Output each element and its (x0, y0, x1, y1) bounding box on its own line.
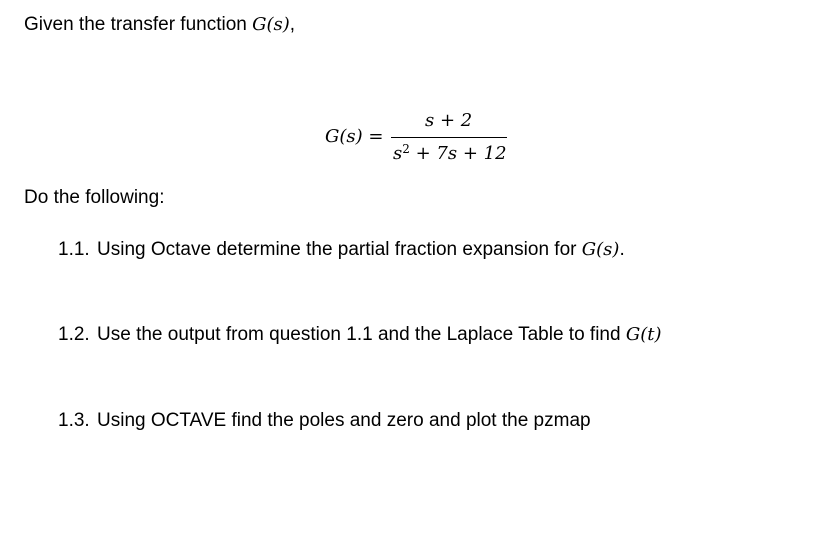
question-suffix: . (619, 239, 625, 260)
denominator-base: s (393, 143, 403, 164)
instructions-heading: Do the following: (24, 187, 165, 208)
intro-sentence (24, 15, 295, 34)
transfer-function-symbol: G(s) (252, 14, 290, 35)
question-text: Use the output from question 1.1 and the Laplace Table to find (97, 324, 626, 345)
question-1-2 (58, 325, 662, 344)
intro-text: Given the transfer function (24, 14, 253, 35)
question-text: Using Octave determine the partial fraction expansion for (97, 239, 582, 260)
question-symbol: G(s) (581, 239, 620, 260)
equation-denominator (393, 143, 507, 163)
equation-lhs: G(s) = (325, 126, 384, 147)
question-1-1 (58, 240, 625, 259)
question-text: Using OCTAVE find the poles and zero and plot the pzmap (97, 410, 591, 431)
denominator-rest: + 7s + 12 (409, 143, 507, 164)
denominator-exponent: 2 (402, 142, 410, 156)
question-number: 1.1. (58, 239, 90, 260)
question-symbol: G(t) (625, 324, 662, 345)
fraction-bar (391, 137, 507, 138)
intro-suffix: , (289, 14, 296, 35)
question-1-3 (58, 411, 591, 430)
question-number: 1.3. (58, 410, 90, 431)
equation-numerator: s + 2 (425, 110, 473, 131)
transfer-function-equation (325, 112, 525, 168)
question-number: 1.2. (58, 324, 90, 345)
